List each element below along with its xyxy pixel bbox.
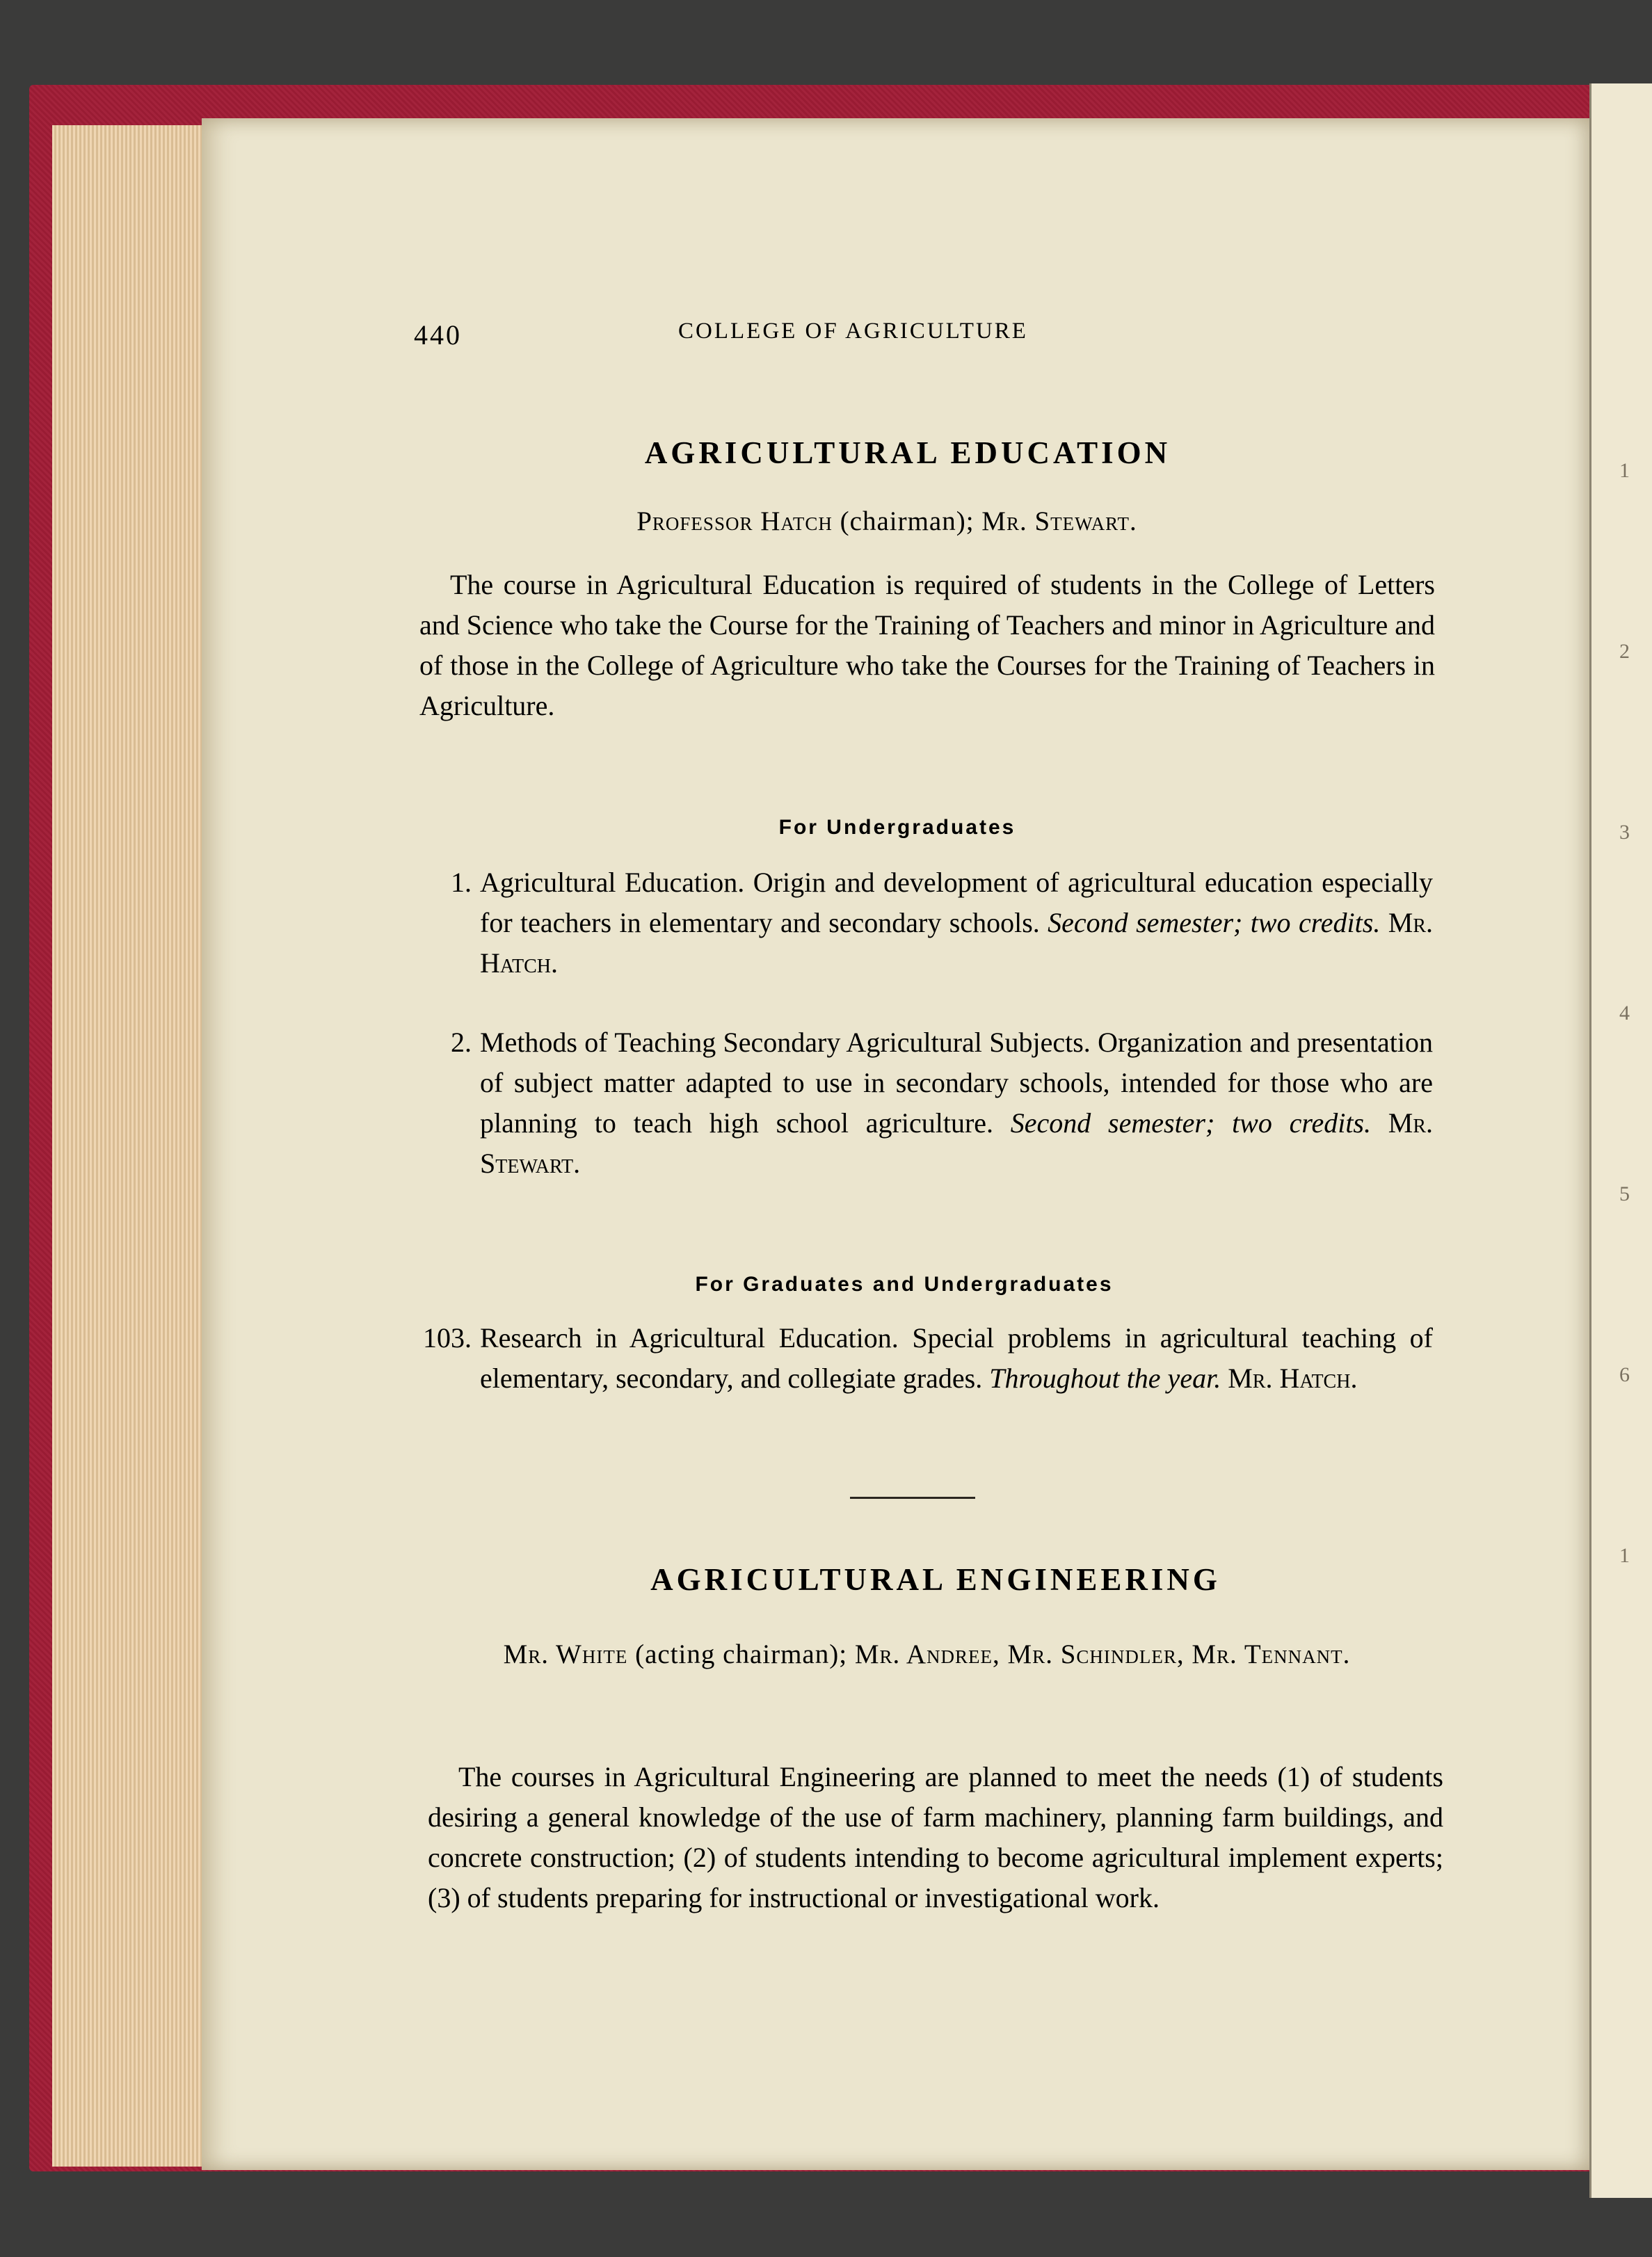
staff-name: Mr. Stewart. <box>981 506 1137 536</box>
section-intro: The courses in Agricultural Engineering are planned to meet the needs (1) of students desiring a general knowledge of the use of farm machinery, planning farm buildings, and concrete construction; (2) of students intending to become agricultural implement experts; (3) of students preparing for instructional or investigational work. <box>428 1761 1443 1913</box>
course-title: Research in Agricultural Education. <box>480 1322 899 1354</box>
section-staff <box>417 1634 1436 1675</box>
staff-name: Mr. White <box>503 1639 628 1669</box>
course-number: 1. <box>451 867 472 898</box>
staff-name: Professor Hatch <box>636 506 833 536</box>
course-description: Origin and development of agricultural education especially for teachers in elementary and secondary schools. <box>480 867 1434 938</box>
course-number: 2. <box>451 1027 472 1058</box>
staff-names: Mr. Andree, Mr. Schindler, Mr. Tennant. <box>854 1639 1351 1669</box>
page-number: 440 <box>414 319 462 351</box>
page-edges <box>52 125 205 2167</box>
fragment: 1 <box>1619 459 1630 482</box>
subhead-graduates: For Graduates and Undergraduates <box>695 1273 1114 1296</box>
fragment: 4 <box>1619 1002 1630 1025</box>
fragment: 5 <box>1619 1182 1630 1205</box>
course-description: Organization and presentation of subject matter adapted to use in secondary schools, intended for those who are planning to teach high school agriculture. <box>480 1027 1433 1139</box>
fragment: 3 <box>1619 821 1630 844</box>
section-heading-agricultural-education: AGRICULTURAL EDUCATION <box>644 435 1171 470</box>
course-term: Second semester; two credits. <box>1010 1107 1372 1139</box>
staff-role: (acting chairman); <box>627 1639 855 1669</box>
course-term: Second semester; two credits. <box>1048 907 1381 938</box>
course-title: Agricultural Education. <box>480 867 745 898</box>
course-entry <box>390 1318 1436 1443</box>
facing-page-fragments <box>1619 459 1647 1725</box>
course-description: Special problems in agricultural teaching of elementary, secondary, and collegiate grades. <box>480 1322 1433 1394</box>
fragment: 2 <box>1619 640 1630 663</box>
course-title: Methods of Teaching Secondary Agricultural Subjects. <box>480 1027 1091 1058</box>
course-instructor: Mr. Stewart. <box>480 1107 1434 1179</box>
fragment: 6 <box>1619 1363 1630 1386</box>
section-heading-agricultural-engineering: AGRICULTURAL ENGINEERING <box>650 1562 1221 1597</box>
course-instructor: Mr. Hatch. <box>1228 1363 1358 1394</box>
course-instructor: Mr. Hatch. <box>480 907 1433 979</box>
course-entry <box>390 862 1436 1022</box>
course-entry <box>390 1022 1436 1231</box>
section-divider <box>850 1497 975 1499</box>
fragment: 1 <box>1619 1544 1630 1567</box>
running-head <box>414 319 1353 353</box>
running-title: COLLEGE OF AGRICULTURE <box>678 319 1028 344</box>
facing-page-edge <box>1589 83 1652 2198</box>
subhead-undergraduates: For Undergraduates <box>778 816 1016 839</box>
section-staff <box>487 506 1287 537</box>
course-number: 103. <box>423 1322 472 1354</box>
course-term: Throughout the year. <box>989 1363 1221 1394</box>
staff-role: (chairman); <box>832 506 982 536</box>
section-intro: The course in Agricultural Education is required of students in the College of Letters and Science who take the Course for the Training of Teachers and minor in Agriculture and of those in the College of Agriculture who take the Courses for the Training of Teachers in Agriculture. <box>419 569 1435 721</box>
